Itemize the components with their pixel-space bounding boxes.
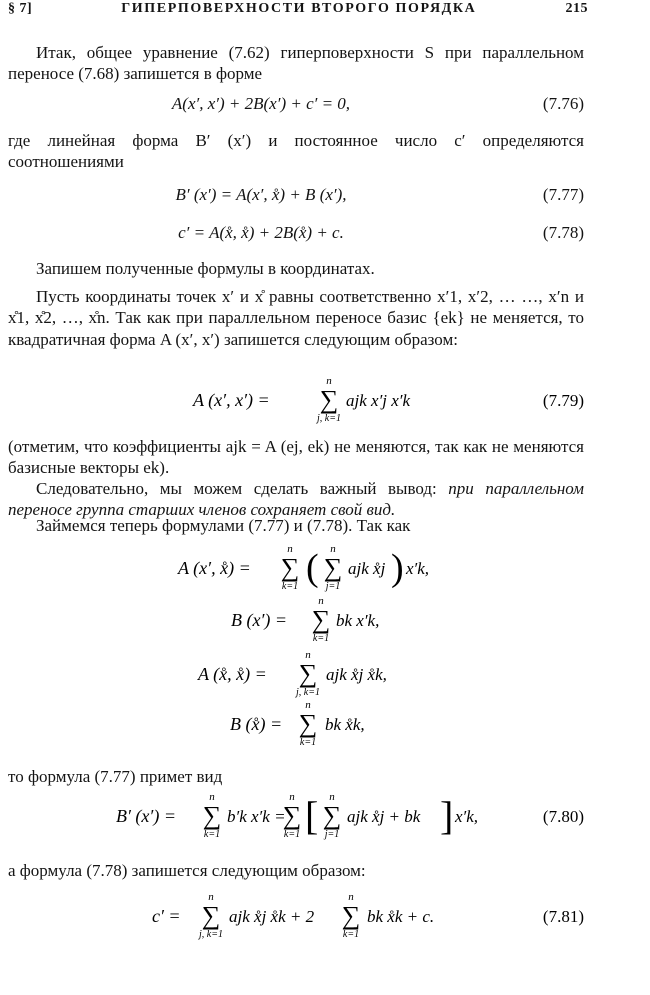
equation-7-76 <box>8 93 584 133</box>
equation-7-78-formula: c′ = A(x̊, x̊) + 2B(x̊) + c. <box>178 223 344 242</box>
page-number: 215 <box>565 1 588 16</box>
eq81-lhs: c′ = <box>152 906 181 926</box>
eq81-tail: bk x̊k + c. <box>367 907 435 926</box>
s4-lower: k=1 <box>299 737 317 748</box>
eq80-lhs: B′ (x′) = <box>116 806 176 826</box>
eq80-sum1-lower: k=1 <box>203 829 221 840</box>
eq80-sum3-sigma: ∑ <box>322 801 342 830</box>
eq80-inner: ajk x̊j + bk <box>347 807 421 826</box>
eq81-sum1-upper: n <box>208 891 214 903</box>
s1-left-paren: ( <box>306 547 319 589</box>
s2-lower: k=1 <box>312 633 330 644</box>
s1-outer-sigma: ∑ <box>280 553 300 582</box>
s1-tail: x′k, <box>406 559 430 578</box>
equation-7-78-number: (7.78) <box>542 223 584 242</box>
eq79-sum-upper: n <box>326 375 332 387</box>
s2-upper: n <box>318 595 324 607</box>
paragraph-2: где линейная форма B′ (x′) и постоянное число c′ определяются соотношениями <box>8 131 584 172</box>
eq80-tail: x′k, <box>455 807 479 826</box>
eq81-sum2-lower: k=1 <box>342 929 360 940</box>
eq80-sum2-upper: n <box>289 791 295 803</box>
eq80-number: (7.80) <box>542 807 584 826</box>
equation-7-81 <box>8 886 584 946</box>
s2-sigma: ∑ <box>311 605 331 634</box>
equation-7-79 <box>8 372 584 422</box>
eq79-rhs: ajk x′j x′k <box>346 391 411 410</box>
eq80-sum2-sigma: ∑ <box>282 801 302 830</box>
eq79-lhs: A (x′, x′) = <box>193 390 270 410</box>
running-title: ГИПЕРПОВЕРХНОСТИ ВТОРОГО ПОРЯДКА <box>121 1 477 16</box>
equation-7-80 <box>8 788 584 843</box>
s3-lhs: A (x̊, x̊) = <box>198 664 267 684</box>
s1-inner-lower: j=1 <box>325 581 341 592</box>
eq81-sum1-lower: j, k=1 <box>199 929 223 940</box>
running-header <box>8 0 588 20</box>
equation-7-77 <box>8 184 584 224</box>
s1-lhs: A (x′, x̊) = <box>178 558 251 578</box>
formula-system <box>8 540 584 755</box>
s2-lhs: B (x′) = <box>231 610 288 630</box>
s4-sigma: ∑ <box>298 709 318 738</box>
s1-inner-sigma: ∑ <box>323 553 343 582</box>
s1-inner-upper: n <box>330 543 336 555</box>
eq81-number: (7.81) <box>542 907 584 926</box>
s1-outer-upper: n <box>287 543 293 555</box>
paragraph-5: (отметим, что коэффициенты ajk = A (ej, ek) не меняются, так как не меняются базисные векторы ek). <box>8 437 584 478</box>
eq79-sigma: ∑ <box>319 385 339 414</box>
eq81-sum1-sigma: ∑ <box>201 901 221 930</box>
eq80-mid: b′k x′k = <box>227 807 286 826</box>
paragraph-1: Итак, общее уравнение (7.62) гиперповерхности S при параллельном переносе (7.68) запишется в форме <box>8 43 584 84</box>
eq80-left-bracket: [ <box>305 793 319 838</box>
equation-7-76-formula: A(x′, x′) + 2B(x′) + c′ = 0, <box>171 94 351 113</box>
equation-7-78 <box>8 222 584 262</box>
eq80-sum2-lower: k=1 <box>283 829 301 840</box>
s3-rhs: ajk x̊j x̊k, <box>326 665 387 684</box>
s1-outer-lower: k=1 <box>281 581 299 592</box>
paragraph-7: Займемся теперь формулами (7.77) и (7.78). Так как <box>36 516 411 535</box>
s3-upper: n <box>305 649 311 661</box>
s3-sigma: ∑ <box>298 659 318 688</box>
s4-lhs: B (x̊) = <box>230 714 283 734</box>
eq80-sum3-upper: n <box>329 791 335 803</box>
eq79-sum-lower: j, k=1 <box>317 413 341 424</box>
paragraph-3: Запишем полученные формулы в координатах. <box>36 259 375 278</box>
paragraph-9: а формула (7.78) запишется следующим образом: <box>8 861 366 880</box>
eq80-sum3-lower: j=1 <box>324 829 340 840</box>
eq81-sum2-sigma: ∑ <box>341 901 361 930</box>
s4-upper: n <box>305 699 311 711</box>
equation-7-76-number: (7.76) <box>542 94 584 113</box>
eq81-mid: ajk x̊j x̊k + 2 <box>229 907 315 926</box>
s4-rhs: bk x̊k, <box>325 715 365 734</box>
s1-inner-term: ajk x̊j <box>348 559 386 578</box>
equation-7-77-number: (7.77) <box>542 185 584 204</box>
paragraph-4: Пусть координаты точек x′ и x̊ равны соответственно x′1, x′2, … …, x′n и x̊1, x̊2, …, x̊n. Так как при параллельном переносе базис {ek} не меняется, то квадратичная форма A (x′, x′) запишется следующим образом: <box>8 287 584 349</box>
paragraph-6-text: Следовательно, мы можем сделать важный вывод: <box>36 479 449 498</box>
eq81-sum2-upper: n <box>348 891 354 903</box>
eq80-sum1-sigma: ∑ <box>202 801 222 830</box>
equation-7-77-formula: B′ (x′) = A(x′, x̊) + B (x′), <box>175 185 347 204</box>
s2-rhs: bk x′k, <box>336 611 380 630</box>
section-mark: § 7] <box>8 1 33 16</box>
paragraph-8: то формула (7.77) примет вид <box>8 767 223 786</box>
paragraph-6-italic-conclusion: при параллельном переносе группа старших членов сохраняет свой вид. <box>8 479 584 520</box>
eq80-right-bracket: ] <box>440 793 454 838</box>
s3-lower: j, k=1 <box>296 687 320 698</box>
eq79-number: (7.79) <box>542 391 584 410</box>
eq80-sum1-upper: n <box>209 791 215 803</box>
s1-right-paren: ) <box>391 547 404 589</box>
